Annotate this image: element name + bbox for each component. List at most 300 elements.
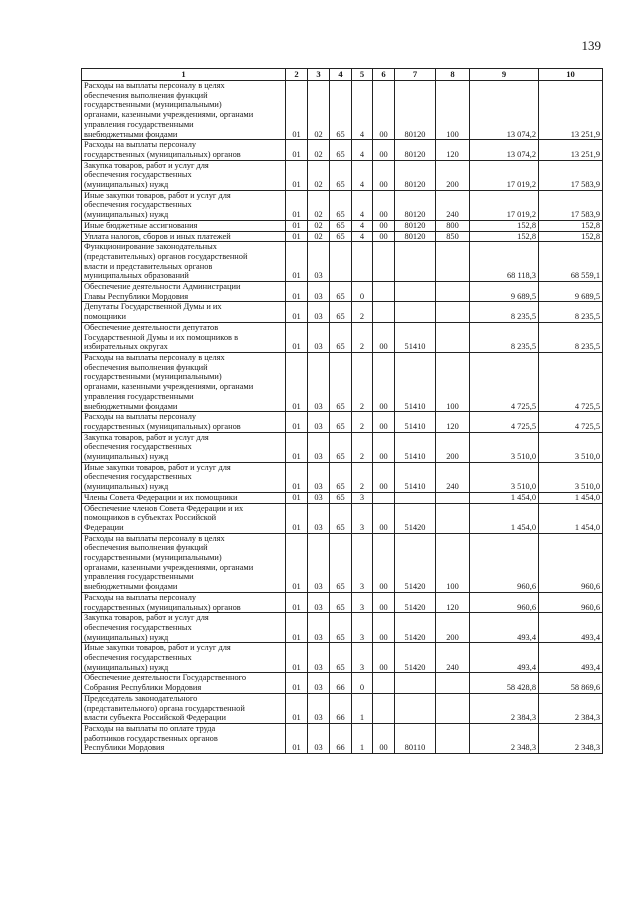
row-description [82, 322, 286, 352]
description-line: Государственной Думы и их помощников в [84, 332, 239, 342]
amount-year-1: 152,8 [470, 220, 539, 231]
subprogram-code: 0 [352, 673, 373, 693]
description-line: государственных (муниципальных) органов [84, 602, 241, 612]
table-row [82, 432, 603, 462]
subsection-code: 03 [308, 412, 330, 432]
table-row [82, 140, 603, 160]
program-code: 65 [330, 81, 352, 140]
table-row [82, 462, 603, 492]
amount-year-2: 13 251,9 [539, 81, 603, 140]
program-code: 65 [330, 190, 352, 220]
subsection-code: 03 [308, 592, 330, 612]
direction-code: 00 [373, 81, 395, 140]
amount-year-2: 17 583,9 [539, 160, 603, 190]
target-article-code: 51410 [395, 322, 436, 352]
subprogram-code: 4 [352, 190, 373, 220]
subsection-code: 02 [308, 220, 330, 231]
program-code: 66 [330, 724, 352, 754]
column-header: 5 [352, 69, 373, 81]
amount-year-1: 2 348,3 [470, 724, 539, 754]
column-header: 6 [373, 69, 395, 81]
description-line: Расходы на выплаты персоналу в целях [84, 352, 225, 362]
target-article-code [395, 302, 436, 322]
description-line: избирательных округах [84, 342, 168, 352]
description-line: Иные закупки товаров, работ и услуг для [84, 643, 231, 653]
description-line: управления государственными [84, 572, 194, 582]
subprogram-code: 2 [352, 462, 373, 492]
table-row [82, 231, 603, 242]
direction-code [373, 492, 395, 503]
program-code: 65 [330, 302, 352, 322]
program-code: 65 [330, 432, 352, 462]
subsection-code: 03 [308, 492, 330, 503]
row-description [82, 693, 286, 723]
expense-type-code [436, 673, 470, 693]
direction-code: 00 [373, 503, 395, 533]
target-article-code [395, 693, 436, 723]
subsection-code: 03 [308, 322, 330, 352]
description-line: обеспечения выполнения функций [84, 90, 208, 100]
direction-code: 00 [373, 412, 395, 432]
direction-code: 00 [373, 160, 395, 190]
direction-code: 00 [373, 140, 395, 160]
row-description [82, 724, 286, 754]
amount-year-2: 960,6 [539, 533, 603, 592]
expense-type-code [436, 724, 470, 754]
target-article-code: 80120 [395, 140, 436, 160]
direction-code [373, 242, 395, 282]
description-line: внебюджетными фондами [84, 129, 178, 139]
description-line: обеспечения государственных [84, 200, 192, 210]
description-line: Обеспечение деятельности Государственного [84, 673, 247, 683]
amount-year-2: 68 559,1 [539, 242, 603, 282]
amount-year-1: 13 074,2 [470, 140, 539, 160]
description-line: управления государственными [84, 391, 194, 401]
section-code: 01 [286, 533, 308, 592]
program-code: 66 [330, 693, 352, 723]
amount-year-1: 4 725,5 [470, 412, 539, 432]
subsection-code: 03 [308, 503, 330, 533]
section-code: 01 [286, 322, 308, 352]
description-line: Обеспечение деятельности Администрации [84, 282, 241, 292]
amount-year-2: 8 235,5 [539, 302, 603, 322]
expense-type-code [436, 322, 470, 352]
description-line: органами, казенными учреждениями, органами [84, 562, 254, 572]
section-code: 01 [286, 724, 308, 754]
description-line: Члены Совета Федерации и их помощники [84, 492, 238, 502]
amount-year-1: 493,4 [470, 643, 539, 673]
direction-code: 00 [373, 724, 395, 754]
expense-type-code [436, 242, 470, 282]
description-line: Депутаты Государственной Думы и их [84, 302, 222, 312]
amount-year-2: 2 348,3 [539, 724, 603, 754]
expense-type-code [436, 492, 470, 503]
amount-year-1: 3 510,0 [470, 462, 539, 492]
program-code: 66 [330, 673, 352, 693]
description-line: Уплата налогов, сборов и иных платежей [84, 231, 231, 241]
section-code: 01 [286, 81, 308, 140]
description-line: обеспечения выполнения функций [84, 362, 208, 372]
row-description [82, 242, 286, 282]
column-header: 10 [539, 69, 603, 81]
amount-year-2: 960,6 [539, 592, 603, 612]
table-row [82, 302, 603, 322]
program-code: 65 [330, 613, 352, 643]
subprogram-code: 0 [352, 282, 373, 302]
subsection-code: 03 [308, 673, 330, 693]
target-article-code: 80120 [395, 231, 436, 242]
program-code: 65 [330, 492, 352, 503]
description-line: государственных (муниципальных) органов [84, 149, 241, 159]
row-description [82, 673, 286, 693]
direction-code [373, 673, 395, 693]
description-line: Республики Мордовия [84, 743, 165, 753]
description-line: Собрания Республики Мордовия [84, 683, 202, 693]
direction-code: 00 [373, 643, 395, 673]
column-header: 3 [308, 69, 330, 81]
target-article-code: 80120 [395, 160, 436, 190]
amount-year-2: 2 384,3 [539, 693, 603, 723]
subsection-code: 03 [308, 352, 330, 411]
section-code: 01 [286, 231, 308, 242]
table-row [82, 613, 603, 643]
subprogram-code: 1 [352, 724, 373, 754]
description-line: (муниципальных) нужд [84, 452, 169, 462]
subprogram-code: 3 [352, 492, 373, 503]
direction-code: 00 [373, 592, 395, 612]
description-line: муниципальных образований [84, 271, 189, 281]
amount-year-2: 1 454,0 [539, 492, 603, 503]
column-header: 8 [436, 69, 470, 81]
row-description [82, 231, 286, 242]
row-description [82, 352, 286, 411]
program-code [330, 242, 352, 282]
expense-type-code: 850 [436, 231, 470, 242]
target-article-code: 51410 [395, 412, 436, 432]
amount-year-2: 8 235,5 [539, 322, 603, 352]
description-line: Расходы на выплаты персоналу [84, 592, 197, 602]
row-description [82, 81, 286, 140]
amount-year-2: 9 689,5 [539, 282, 603, 302]
section-code: 01 [286, 643, 308, 673]
amount-year-1: 8 235,5 [470, 302, 539, 322]
description-line: Закупка товаров, работ и услуг для [84, 432, 209, 442]
row-description [82, 533, 286, 592]
program-code: 65 [330, 160, 352, 190]
program-code: 65 [330, 322, 352, 352]
subsection-code: 03 [308, 432, 330, 462]
target-article-code: 51410 [395, 432, 436, 462]
amount-year-1: 2 384,3 [470, 693, 539, 723]
description-line: обеспечения государственных [84, 622, 192, 632]
section-code: 01 [286, 432, 308, 462]
target-article-code: 80120 [395, 220, 436, 231]
section-code: 01 [286, 220, 308, 231]
description-line: Главы Республики Мордовия [84, 291, 189, 301]
description-line: обеспечения государственных [84, 170, 192, 180]
description-line: (муниципальных) нужд [84, 662, 169, 672]
program-code: 65 [330, 592, 352, 612]
description-line: внебюджетными фондами [84, 582, 178, 592]
program-code: 65 [330, 352, 352, 411]
subprogram-code: 3 [352, 503, 373, 533]
amount-year-1: 1 454,0 [470, 503, 539, 533]
subsection-code: 02 [308, 190, 330, 220]
description-line: помощники [84, 312, 126, 322]
expense-type-code [436, 302, 470, 322]
description-line: Закупка товаров, работ и услуг для [84, 613, 209, 623]
row-description [82, 592, 286, 612]
expense-type-code [436, 503, 470, 533]
row-description [82, 492, 286, 503]
description-line: (представительных) органов государственной [84, 251, 248, 261]
description-line: Обеспечение деятельности депутатов [84, 322, 219, 332]
description-line: обеспечения выполнения функций [84, 543, 208, 553]
description-line: Федерации [84, 522, 124, 532]
target-article-code: 80110 [395, 724, 436, 754]
description-line: помощников в субъектах Российской [84, 513, 217, 523]
amount-year-2: 152,8 [539, 231, 603, 242]
expense-type-code [436, 693, 470, 723]
subsection-code: 03 [308, 533, 330, 592]
section-code: 01 [286, 140, 308, 160]
row-description [82, 412, 286, 432]
description-line: органами, казенными учреждениями, органами [84, 382, 254, 392]
column-header: 1 [82, 69, 286, 81]
subprogram-code: 4 [352, 160, 373, 190]
amount-year-1: 9 689,5 [470, 282, 539, 302]
subprogram-code: 3 [352, 592, 373, 612]
description-line: обеспечения государственных [84, 653, 192, 663]
expense-type-code: 240 [436, 190, 470, 220]
expense-type-code: 240 [436, 462, 470, 492]
column-header: 7 [395, 69, 436, 81]
description-line: (представительного) органа государственной [84, 703, 245, 713]
amount-year-2: 17 583,9 [539, 190, 603, 220]
amount-year-2: 4 725,5 [539, 352, 603, 411]
amount-year-2: 1 454,0 [539, 503, 603, 533]
description-line: (муниципальных) нужд [84, 210, 169, 220]
subsection-code: 03 [308, 613, 330, 643]
program-code: 65 [330, 533, 352, 592]
subprogram-code: 2 [352, 432, 373, 462]
amount-year-1: 960,6 [470, 533, 539, 592]
section-code: 01 [286, 613, 308, 643]
section-code: 01 [286, 302, 308, 322]
row-description [82, 190, 286, 220]
subsection-code: 02 [308, 160, 330, 190]
description-line: работников государственных органов [84, 733, 218, 743]
direction-code [373, 693, 395, 723]
amount-year-2: 58 869,6 [539, 673, 603, 693]
row-description [82, 140, 286, 160]
target-article-code [395, 673, 436, 693]
column-header: 9 [470, 69, 539, 81]
program-code: 65 [330, 231, 352, 242]
description-line: Обеспечение членов Совета Федерации и их [84, 503, 244, 513]
direction-code: 00 [373, 613, 395, 643]
description-line: Расходы на выплаты по оплате труда [84, 724, 216, 733]
subsection-code: 02 [308, 231, 330, 242]
amount-year-1: 4 725,5 [470, 352, 539, 411]
description-line: Иные бюджетные ассигнования [84, 220, 198, 230]
section-code: 01 [286, 592, 308, 612]
amount-year-1: 493,4 [470, 613, 539, 643]
section-code: 01 [286, 160, 308, 190]
row-description [82, 613, 286, 643]
direction-code: 00 [373, 533, 395, 592]
direction-code: 00 [373, 322, 395, 352]
program-code: 65 [330, 643, 352, 673]
amount-year-1: 152,8 [470, 231, 539, 242]
program-code: 65 [330, 140, 352, 160]
row-description [82, 302, 286, 322]
table-row [82, 492, 603, 503]
subprogram-code: 4 [352, 220, 373, 231]
description-line: Иные закупки товаров, работ и услуг для [84, 462, 231, 472]
amount-year-1: 960,6 [470, 592, 539, 612]
row-description [82, 160, 286, 190]
amount-year-2: 493,4 [539, 643, 603, 673]
table-body [82, 81, 603, 754]
subsection-code: 02 [308, 140, 330, 160]
description-line: внебюджетными фондами [84, 401, 178, 411]
amount-year-2: 4 725,5 [539, 412, 603, 432]
target-article-code [395, 492, 436, 503]
description-line: обеспечения государственных [84, 442, 192, 452]
row-description [82, 462, 286, 492]
subprogram-code: 3 [352, 533, 373, 592]
subprogram-code: 4 [352, 231, 373, 242]
section-code: 01 [286, 492, 308, 503]
section-code: 01 [286, 412, 308, 432]
program-code: 65 [330, 282, 352, 302]
row-description [82, 643, 286, 673]
section-code: 01 [286, 352, 308, 411]
description-line: (муниципальных) нужд [84, 632, 169, 642]
amount-year-1: 3 510,0 [470, 432, 539, 462]
section-code: 01 [286, 503, 308, 533]
table-row [82, 322, 603, 352]
table-row [82, 592, 603, 612]
expense-type-code: 200 [436, 613, 470, 643]
subprogram-code: 3 [352, 613, 373, 643]
expense-type-code: 200 [436, 432, 470, 462]
amount-year-2: 3 510,0 [539, 462, 603, 492]
target-article-code: 51420 [395, 643, 436, 673]
amount-year-2: 13 251,9 [539, 140, 603, 160]
section-code: 01 [286, 693, 308, 723]
expense-type-code: 100 [436, 81, 470, 140]
page-number: 139 [581, 38, 601, 53]
column-header: 4 [330, 69, 352, 81]
subprogram-code [352, 242, 373, 282]
description-line: власти субъекта Российской Федерации [84, 713, 226, 723]
description-line: (муниципальных) нужд [84, 180, 169, 190]
direction-code: 00 [373, 220, 395, 231]
expense-type-code: 120 [436, 412, 470, 432]
subprogram-code: 2 [352, 412, 373, 432]
subprogram-code: 4 [352, 140, 373, 160]
amount-year-1: 17 019,2 [470, 160, 539, 190]
expense-type-code: 240 [436, 643, 470, 673]
subsection-code: 03 [308, 643, 330, 673]
description-line: Расходы на выплаты персоналу в целях [84, 533, 225, 543]
description-line: государственных (муниципальных) органов [84, 421, 241, 431]
table-row [82, 724, 603, 754]
subsection-code: 03 [308, 282, 330, 302]
target-article-code [395, 242, 436, 282]
table-row [82, 643, 603, 673]
row-description [82, 432, 286, 462]
description-line: Председатель законодательного [84, 693, 198, 703]
expense-type-code: 100 [436, 352, 470, 411]
description-line: органами, казенными учреждениями, органами [84, 110, 254, 120]
direction-code [373, 302, 395, 322]
target-article-code: 51420 [395, 592, 436, 612]
program-code: 65 [330, 462, 352, 492]
target-article-code: 51420 [395, 503, 436, 533]
expense-type-code: 120 [436, 592, 470, 612]
expense-type-code: 200 [436, 160, 470, 190]
program-code: 65 [330, 503, 352, 533]
section-code: 01 [286, 242, 308, 282]
amount-year-1: 13 074,2 [470, 81, 539, 140]
target-article-code: 51420 [395, 533, 436, 592]
description-line: обеспечения государственных [84, 472, 192, 482]
subsection-code: 02 [308, 81, 330, 140]
direction-code: 00 [373, 352, 395, 411]
table-row [82, 412, 603, 432]
subprogram-code: 1 [352, 693, 373, 723]
description-line: Расходы на выплаты персоналу в целях [84, 81, 225, 90]
direction-code: 00 [373, 432, 395, 462]
description-line: Иные закупки товаров, работ и услуг для [84, 190, 231, 200]
row-description [82, 282, 286, 302]
expense-type-code: 800 [436, 220, 470, 231]
table-row [82, 242, 603, 282]
description-line: (муниципальных) нужд [84, 482, 169, 492]
direction-code [373, 282, 395, 302]
subsection-code: 03 [308, 242, 330, 282]
amount-year-1: 58 428,8 [470, 673, 539, 693]
table-row [82, 352, 603, 411]
table-row [82, 160, 603, 190]
table-header-row [82, 69, 603, 81]
table-row [82, 190, 603, 220]
section-code: 01 [286, 462, 308, 492]
target-article-code: 51410 [395, 462, 436, 492]
subprogram-code: 4 [352, 81, 373, 140]
budget-table [81, 68, 603, 754]
target-article-code: 51420 [395, 613, 436, 643]
subsection-code: 03 [308, 693, 330, 723]
description-line: государственными (муниципальными) [84, 372, 222, 382]
target-article-code [395, 282, 436, 302]
table-row [82, 533, 603, 592]
amount-year-1: 1 454,0 [470, 492, 539, 503]
target-article-code: 80120 [395, 190, 436, 220]
description-line: государственными (муниципальными) [84, 100, 222, 110]
table-row [82, 693, 603, 723]
amount-year-2: 152,8 [539, 220, 603, 231]
row-description [82, 220, 286, 231]
description-line: управления государственными [84, 119, 194, 129]
subsection-code: 03 [308, 724, 330, 754]
amount-year-1: 8 235,5 [470, 322, 539, 352]
direction-code: 00 [373, 462, 395, 492]
target-article-code: 80120 [395, 81, 436, 140]
